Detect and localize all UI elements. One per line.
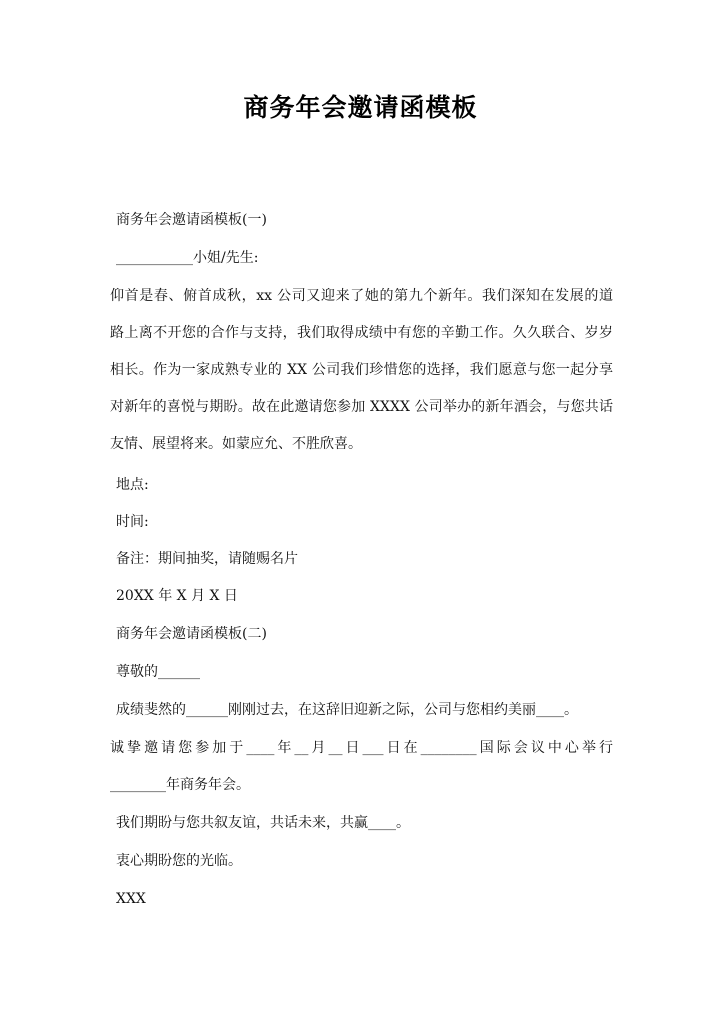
section-2-line-4: 衷心期盼您的光临。 [116,853,242,869]
location-label: 地点: [116,477,149,493]
section-1-body-line-1: 仰首是春、俯首成秋，xx 公司又迎来了她的第九个新年。我们深知在发展的道 [110,288,613,304]
time-label: 时间: [116,514,149,530]
section-2-line-1: 成绩斐然的______刚刚过去，在这辞旧迎新之际，公司与您相约美丽____。 [116,702,578,718]
section-2-line-2b: ________年商务年会。 [110,777,250,793]
section-2-heading: 商务年会邀请函模板(二) [116,626,267,642]
note-text: 备注：期间抽奖，请随赐名片 [116,551,298,567]
document-title: 商务年会邀请函模板 [243,93,478,122]
section-2-line-3: 我们期盼与您共叙友谊，共话未来，共赢____。 [116,815,410,831]
section-1-salutation: ___________小姐/先生: [116,250,259,266]
date-text: 20XX 年 X 月 X 日 [116,588,238,604]
section-1-body-line-4: 对新年的喜悦与期盼。故在此邀请您参加 XXXX 公司举办的新年酒会，与您共话 [110,399,613,415]
section-1-body-line-2: 路上离不开您的合作与支持，我们取得成绩中有您的辛勤工作。久久联合、岁岁 [110,325,613,341]
section-1-body-line-5: 友情、展望将来。如蒙应允、不胜欣喜。 [110,436,362,452]
section-1-heading: 商务年会邀请函模板(一) [116,212,267,228]
section-1-body-line-3: 相长。作为一家成熟专业的 XX 公司我们珍惜您的选择，我们愿意与您一起分享 [110,362,613,378]
section-2-salutation: 尊敬的______ [116,664,200,680]
signature-text: XXX [116,891,146,907]
section-2-line-2a: 诚挚邀请您参加于____年__月__日___日在________国际会议中心举行 [110,740,613,756]
